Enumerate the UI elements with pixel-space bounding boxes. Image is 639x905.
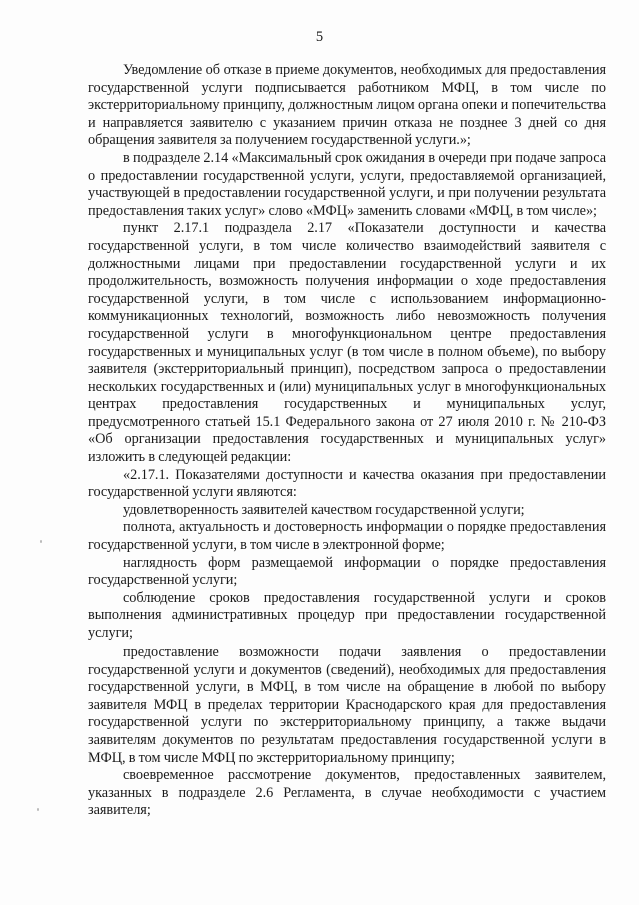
scan-speck bbox=[37, 808, 39, 811]
scan-speck bbox=[40, 540, 42, 543]
paragraph-information-clarity: наглядность форм размещаемой информации о порядке предоставления государственной услуги; bbox=[88, 554, 606, 589]
page-number: 5 bbox=[315, 29, 324, 45]
paragraph-refusal-notice: Уведомление об отказе в приеме документов, необходимых для предоставления государственной услуги подписывается работником МФЦ, в том числе по экстерриториальному принципу, должностным лицом органа опеки и попечительства и направляется заявителю с указанием причин отказа не позднее 3 дней со дня обращения заявителя за получением государственной услуги.»; bbox=[88, 62, 606, 149]
paragraph-quality-indicators-intro: «2.17.1. Показателями доступности и качества оказания при предоставлении государственной услуги являются: bbox=[88, 466, 606, 501]
paragraph-applicant-satisfaction: удовлетворенность заявителей качеством государственной услуги; bbox=[123, 501, 525, 518]
paragraph-deadline-compliance: соблюдение сроков предоставления государственной услуги и сроков выполнения административных процедур при предоставлении государственной услуги; bbox=[88, 589, 606, 641]
document-body bbox=[88, 62, 606, 820]
paragraph-timely-review: своевременное рассмотрение документов, предоставленных заявителем, указанных в подразделе 2.6 Регламента, в случае необходимости с участием заявителя; bbox=[88, 767, 606, 819]
paragraph-clause-2-17-1: пункт 2.17.1 подраздела 2.17 «Показатели доступности и качества государственной услуги, в том числе количество взаимодействий заявителя с должностными лицами при предоставлении государственной услуги и их продолжительность, возможность получения информации о ходе предоставления государственной услуги, в том числе с использованием информационно-коммуникационных технологий, возможность либо невозможность получения государственной услуги в многофункциональном центре предоставления государственных и муниципальных услуг (в том числе в полном объеме), по выбору заявителя (экстерриториальный принцип), посредством запроса о предоставлении нескольких государственных и (или) муниципальных услуг в многофункциональных центрах предоставления государственных и муниципальных услуг, предусмотренного статьей 15.1 Федерального закона от 27 июля 2010 г. № 210-ФЗ «Об организации предоставления государственных и муниципальных услуг» изложить в следующей редакции: bbox=[88, 220, 606, 466]
paragraph-information-completeness: полнота, актуальность и достоверность информации о порядке предоставления государственной услуги, в том числе в электронной форме; bbox=[88, 519, 606, 554]
paragraph-mfc-application: предоставление возможности подачи заявления о предоставлении государственной услуги и документов (сведений), необходимых для предоставления государственной услуги, в МФЦ, в том числе на обращение в любой по выбору заявителя МФЦ в пределах территории Краснодарского края для предоставления государственной услуги по экстерриториальному принципу, а также выдачи заявителям документов по результатам предоставления государственной услуги в МФЦ, в том числе МФЦ по экстерриториальному принципу; bbox=[88, 644, 606, 766]
paragraph-subsection-2-14: в подразделе 2.14 «Максимальный срок ожидания в очереди при подаче запроса о предоставлении государственной услуги, услуги, предоставляемой организацией, участвующей в предоставлении государственной услуги, и при получении результата предоставления таких услуг» слово «МФЦ» заменить словами «МФЦ, в том числе»; bbox=[88, 149, 606, 219]
